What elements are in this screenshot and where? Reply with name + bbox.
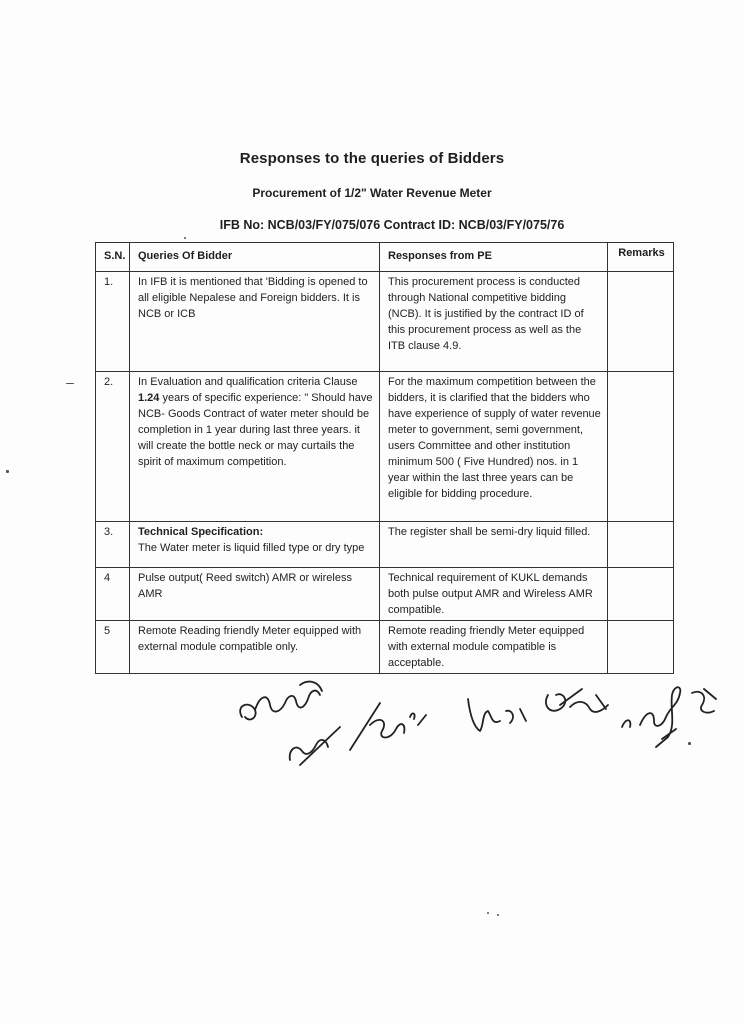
- row-sn: 5: [96, 621, 130, 674]
- signatures: [230, 665, 730, 775]
- row-query: [130, 372, 380, 522]
- header-remarks: Remarks: [608, 243, 674, 272]
- queries-table: [95, 242, 674, 674]
- table-row: [96, 272, 674, 372]
- table-row: [96, 522, 674, 568]
- scan-mark: [497, 914, 499, 916]
- header-response: Responses from PE: [380, 243, 608, 272]
- row-sn: 4: [96, 568, 130, 621]
- row-query: In IFB it is mentioned that 'Bidding is opened to all eligible Nepalese and Foreign bidders. It is NCB or ICB: [130, 272, 380, 372]
- table-row: [96, 372, 674, 522]
- signature-6: [622, 687, 716, 747]
- scan-mark: [66, 383, 74, 384]
- query-heading: Technical Specification:: [138, 526, 264, 538]
- signature-4: [468, 699, 526, 731]
- row-sn: 3.: [96, 522, 130, 568]
- row-response: Remote reading friendly Meter equipped with external module compatible is acceptable.: [380, 621, 608, 674]
- scan-mark: [184, 237, 186, 239]
- table-row: [96, 568, 674, 621]
- ifb-contract-line: IFB No: NCB/03/FY/075/076 Contract ID: NCB/03/FY/075/76: [219, 218, 565, 232]
- row-response: This procurement process is conducted through National competitive bidding (NCB). It is justified by the contract ID of this procurement process as well as the ITB clause 4.9.: [380, 272, 608, 372]
- scan-mark: [487, 912, 489, 914]
- header-sn: S.N.: [96, 243, 130, 272]
- row-query: Pulse output( Reed switch) AMR or wireless AMR: [130, 568, 380, 621]
- row-sn: 1.: [96, 272, 130, 372]
- row-remarks: [608, 272, 674, 372]
- signature-1: [240, 682, 322, 720]
- row-remarks: [608, 522, 674, 568]
- row-sn: 2.: [96, 372, 130, 522]
- signature-2: [290, 727, 340, 765]
- row-response: The register shall be semi-dry liquid filled.: [380, 522, 608, 568]
- document-subtitle: Procurement of 1/2" Water Revenue Meter: [252, 186, 492, 200]
- query-text-pre: In Evaluation and qualification criteria Clause: [138, 376, 358, 388]
- document-title: Responses to the queries of Bidders: [239, 150, 505, 167]
- row-remarks: [608, 372, 674, 522]
- header-query: Queries Of Bidder: [130, 243, 380, 272]
- scan-mark: [6, 470, 9, 473]
- signature-5: [546, 689, 608, 712]
- row-response: Technical requirement of KUKL demands both pulse output AMR and Wireless AMR compatible.: [380, 568, 608, 621]
- row-remarks: [608, 568, 674, 621]
- query-text: The Water meter is liquid filled type or dry type: [138, 542, 365, 554]
- row-response: For the maximum competition between the bidders, it is clarified that the bidders who have experience of supply of water revenue meter to government, semi government, users Committee and other institution minimum 500 ( Five Hundred) nos. in 1 year within the last three years can be eligible for bidding procedure.: [380, 372, 608, 522]
- scan-mark: [688, 742, 691, 745]
- row-query: [130, 522, 380, 568]
- signature-3: [350, 703, 426, 750]
- row-query: Remote Reading friendly Meter equipped with external module compatible only.: [130, 621, 380, 674]
- table-header-row: [96, 243, 674, 272]
- query-text-bold: 1.24: [138, 392, 160, 404]
- query-text-post: years of specific experience: " Should have NCB- Goods Contract of water meter should be completion in 1 year during last three years. it will create the bottle neck or may curtails the spirit of maximum competition.: [138, 392, 373, 468]
